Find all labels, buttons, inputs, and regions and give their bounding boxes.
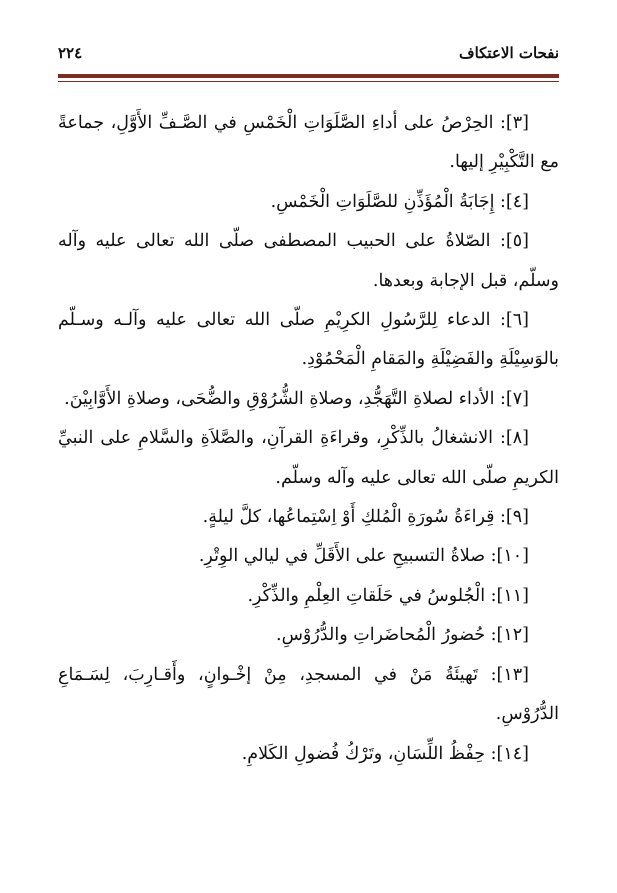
page-number: ٢٢٤: [58, 44, 83, 62]
paragraph-5: [٥]: الصّلاةُ على الحبيب المصطفى صلّى الله تعالى عليه وآله وسلّم، قبل الإجابة وبعدها.: [58, 231, 559, 291]
paragraph-3: [٣]: الحِرْصُ على أداءِ الصَّلَوَاتِ الْخَمْسِ في الصَّـفِّ الأَوَّلِ، جماعةً مع التَّكْبِيْرِ إليها.: [58, 113, 559, 173]
paragraph-10: [١٠]: صلاةُ التسبيحِ على الأَقَلِّ في ليالي الوِتْرِ.: [198, 546, 529, 567]
paragraph-6: [٦]: الدعاء لِلرَّسُولِ الكرِيْمِ صلّى الله تعالى عليه وآلـه وسـلّم بالوَسِيْلَةِ والفَضِيْلَةِ والمَقامِ الْمَحْمُوْدِ.: [58, 310, 559, 370]
body-text: [58, 104, 559, 774]
paragraph-7: [٧]: الأداء لصلاةِ التَّهَجُّدِ، وصلاةِ الشُّرُوْقِ والضُّحَى، وصلاةِ الأَوَّابِيْنَ.: [64, 388, 529, 409]
running-title: نفحات الاعتكاف: [459, 44, 559, 62]
page-header: [58, 44, 559, 68]
header-rule-thick: [58, 74, 559, 78]
paragraph-12: [١٢]: حُضورُ الْمُحاضَراتِ والدُّرُوْسِ.: [276, 625, 529, 646]
paragraph-14: [١٤]: حِفْظُ اللِّسَانِ، وتَرْكُ فُضولِ الكَلامِ.: [241, 743, 529, 764]
paragraph-4: [٤]: إِجَابَةُ الْمُؤَذِّنِ للصَّلَوَاتِ الْخَمْسِ.: [270, 191, 529, 212]
header-rule-thin: [58, 81, 559, 82]
paragraph-8: [٨]: الانشغالُ بالذِّكْرِ، وقراءَةِ القرآنِ، والصَّلاَةِ والسَّلامِ على النبيِّ الكريمِ صلّى الله تعالى عليه وآله وسلّم.: [58, 428, 559, 488]
paragraph-9: [٩]: قِراءَةُ سُورَةِ الْمُلكِ أَوْ اِسْتِماعُها، كلَّ ليلةٍ.: [202, 507, 529, 528]
paragraph-13: [١٣]: تَهيئَةُ مَنْ في المسجدِ، مِنْ إخْـوانٍ، وأَقـارِبَ، لِسَـمَاعِ الدُّرُوْسِ.: [58, 664, 559, 725]
paragraph-11: [١١]: الْجُلوسُ في حَلَقاتِ العِلْمِ والذِّكْرِ.: [247, 585, 529, 606]
